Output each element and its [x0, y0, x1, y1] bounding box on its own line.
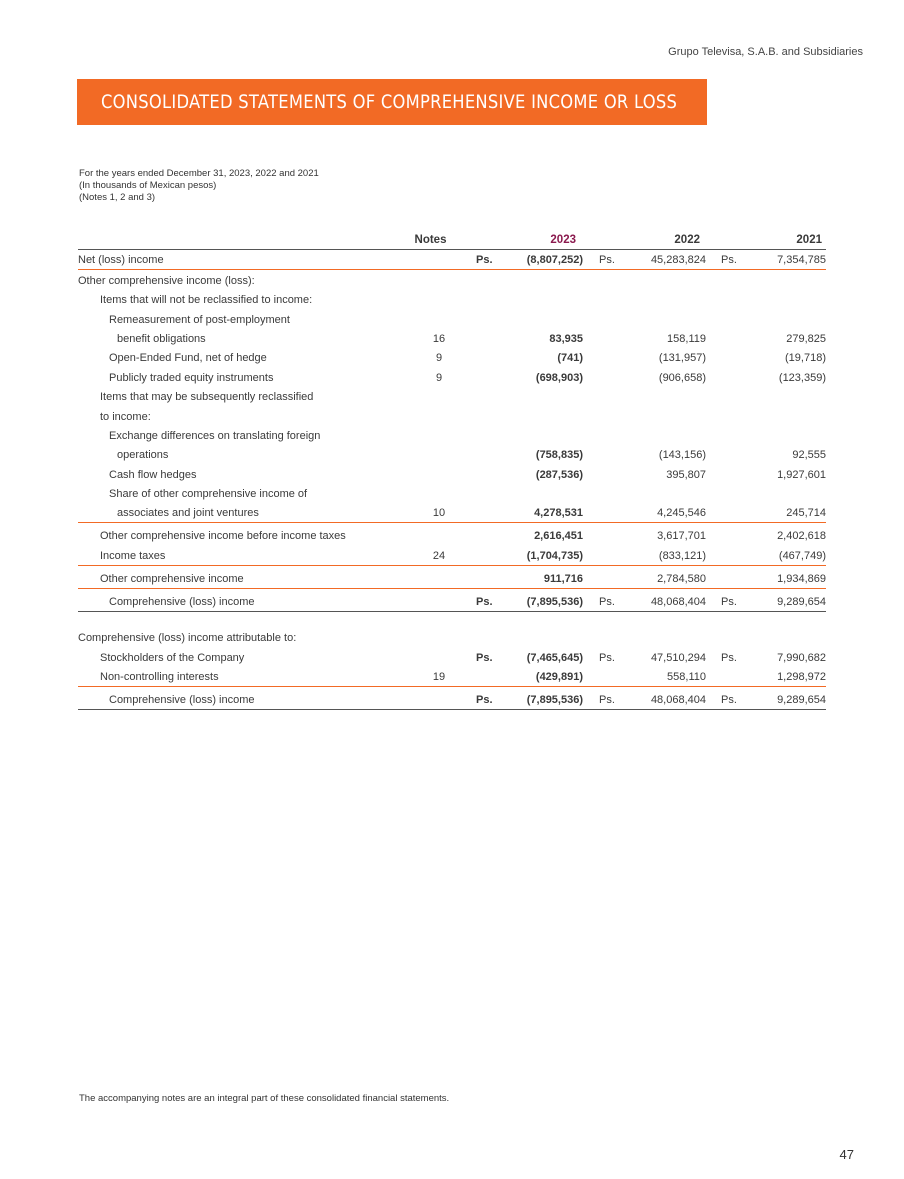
- currency-2022: Ps.: [599, 254, 615, 267]
- table-row-remeasurement-line1: [78, 309, 826, 328]
- company-name: Grupo Televisa, S.A.B. and Subsidiaries: [668, 46, 863, 58]
- statement-title: CONSOLIDATED STATEMENTS OF COMPREHENSIVE INCOME OR LOSS: [101, 91, 678, 113]
- row-label: Items that will not be reclassified to income:: [100, 294, 313, 307]
- value-2022: 48,068,404: [650, 595, 706, 608]
- value-2021: 7,990,682: [777, 651, 826, 664]
- value-2022: 45,283,824: [650, 254, 706, 267]
- value-2022: 158,119: [667, 332, 706, 345]
- column-header-notes: Notes: [414, 234, 447, 246]
- row-label: Remeasurement of post-employment: [109, 313, 290, 326]
- value-2021: 1,298,972: [777, 671, 826, 684]
- value-2023: 83,935: [549, 332, 583, 345]
- row-label: Publicly traded equity instruments: [109, 371, 274, 384]
- page-number: 47: [839, 1147, 854, 1162]
- value-2023: (429,891): [535, 671, 583, 684]
- table-row-share-oci-associates: [78, 503, 826, 523]
- table-row-share-oci-line1: [78, 484, 826, 503]
- footnote: The accompanying notes are an integral part of these consolidated financial statements.: [79, 1093, 450, 1104]
- row-label: Cash flow hedges: [109, 468, 197, 481]
- notes-reference-line: (Notes 1, 2 and 3): [79, 192, 156, 203]
- row-label: associates and joint ventures: [117, 507, 259, 520]
- value-2021: 92,555: [792, 449, 826, 462]
- period-line: For the years ended December 31, 2023, 2022 and 2021: [79, 168, 319, 179]
- value-2021: 7,354,785: [777, 254, 826, 267]
- value-2021: 1,934,869: [777, 572, 826, 585]
- table-row-exchange-differences-line1: [78, 426, 826, 445]
- value-2021: (19,718): [785, 352, 826, 365]
- table-row-open-ended-fund: [78, 348, 826, 367]
- value-2021: 9,289,654: [777, 694, 826, 707]
- table-row-income-taxes: [78, 545, 826, 565]
- currency-2023: Ps.: [476, 254, 493, 267]
- currency-2023: Ps.: [476, 694, 493, 707]
- column-header-2021: 2021: [796, 234, 822, 246]
- row-label: Other comprehensive income (loss):: [78, 274, 255, 287]
- row-label: Stockholders of the Company: [100, 651, 245, 664]
- value-2022: 3,617,701: [657, 530, 706, 543]
- value-2023: 4,278,531: [534, 507, 583, 520]
- row-label: Items that may be subsequently reclassified: [100, 391, 314, 404]
- value-2022: 47,510,294: [650, 651, 706, 664]
- table-row-comprehensive-income-total: [78, 687, 826, 710]
- statement-meta: [79, 168, 319, 204]
- table-row-exchange-differences: [78, 445, 826, 464]
- value-2023: (8,807,252): [526, 254, 583, 267]
- currency-2022: Ps.: [599, 651, 615, 664]
- value-2021: 2,402,618: [777, 530, 826, 543]
- row-label: Other comprehensive income: [100, 572, 244, 585]
- table-row-reclassified-heading-line1: [78, 387, 826, 406]
- currency-2022: Ps.: [599, 595, 615, 608]
- column-header-2023: 2023: [550, 234, 576, 246]
- row-label: Open-Ended Fund, net of hedge: [109, 352, 267, 365]
- note-ref: 9: [435, 352, 443, 365]
- table-row-net-income: [78, 250, 826, 270]
- financial-statement-table: [78, 232, 826, 710]
- row-label: to income:: [100, 410, 151, 423]
- value-2023: (7,465,645): [526, 651, 583, 664]
- value-2023: 911,716: [543, 572, 583, 585]
- table-header-row: [78, 232, 826, 250]
- value-2022: (833,121): [658, 549, 706, 562]
- table-row-reclassified-heading-line2: [78, 406, 826, 425]
- table-row-equity-instruments: [78, 367, 826, 386]
- row-label: Net (loss) income: [78, 254, 164, 267]
- row-label: Other comprehensive income before income taxes: [100, 530, 346, 543]
- statement-title-banner: [77, 79, 707, 125]
- table-row-comprehensive-income: [78, 589, 826, 612]
- currency-2023: Ps.: [476, 595, 493, 608]
- currency-2021: Ps.: [721, 254, 737, 267]
- value-2021: (467,749): [778, 549, 826, 562]
- value-2022: (143,156): [658, 449, 706, 462]
- note-ref: 19: [432, 671, 446, 684]
- value-2023: (741): [557, 352, 583, 365]
- value-2022: 2,784,580: [657, 572, 706, 585]
- row-label: Comprehensive (loss) income attributable to:: [78, 632, 297, 645]
- value-2021: 245,714: [786, 507, 826, 520]
- table-row-attributable-heading: [78, 628, 826, 647]
- table-row-oci-heading: [78, 270, 826, 289]
- value-2022: (906,658): [658, 371, 706, 384]
- value-2023: (287,536): [535, 468, 583, 481]
- row-label: Share of other comprehensive income of: [109, 488, 308, 501]
- currency-2022: Ps.: [599, 694, 615, 707]
- note-ref: 9: [435, 371, 443, 384]
- value-2021: (123,359): [778, 371, 826, 384]
- value-2023: (7,895,536): [526, 694, 583, 707]
- units-line: (In thousands of Mexican pesos): [79, 180, 217, 191]
- value-2022: 48,068,404: [650, 694, 706, 707]
- value-2022: 558,110: [667, 671, 706, 684]
- row-label: Comprehensive (loss) income: [109, 694, 255, 707]
- value-2023: 2,616,451: [534, 530, 583, 543]
- value-2021: 9,289,654: [777, 595, 826, 608]
- row-label: benefit obligations: [117, 332, 206, 345]
- note-ref: 16: [432, 332, 446, 345]
- value-2022: 4,245,546: [657, 507, 706, 520]
- value-2023: (7,895,536): [526, 595, 583, 608]
- table-row-not-reclassified-heading: [78, 290, 826, 309]
- section-spacer: [78, 612, 826, 628]
- row-label: Non-controlling interests: [100, 671, 219, 684]
- value-2021: 1,927,601: [777, 468, 826, 481]
- table-row-remeasurement: [78, 329, 826, 348]
- note-ref: 10: [432, 507, 446, 520]
- value-2023: (698,903): [535, 371, 583, 384]
- value-2023: (1,704,735): [526, 549, 583, 562]
- currency-2021: Ps.: [721, 651, 737, 664]
- value-2022: (131,957): [658, 352, 706, 365]
- table-row-oci-total: [78, 566, 826, 589]
- note-ref: 24: [432, 549, 446, 562]
- row-label: Comprehensive (loss) income: [109, 595, 255, 608]
- value-2021: 279,825: [786, 332, 826, 345]
- currency-2023: Ps.: [476, 651, 493, 664]
- table-row-non-controlling-interests: [78, 667, 826, 687]
- table-row-oci-before-taxes: [78, 523, 826, 545]
- row-label: operations: [117, 449, 169, 462]
- row-label: Exchange differences on translating foreign: [109, 429, 321, 442]
- currency-2021: Ps.: [721, 595, 737, 608]
- table-row-stockholders: [78, 647, 826, 666]
- value-2022: 395,807: [666, 468, 706, 481]
- value-2023: (758,835): [535, 449, 583, 462]
- row-label: Income taxes: [100, 549, 166, 562]
- table-row-cash-flow-hedges: [78, 464, 826, 483]
- currency-2021: Ps.: [721, 694, 737, 707]
- column-header-2022: 2022: [674, 234, 700, 246]
